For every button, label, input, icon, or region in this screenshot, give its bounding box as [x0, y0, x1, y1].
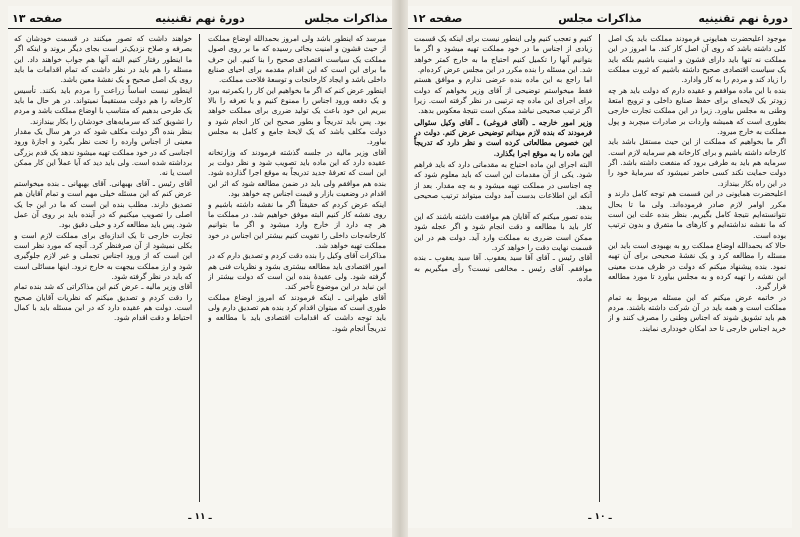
paragraph: در خاتمه عرض میکنم که این مسئله مربوط به تمام مملکت است و همه باید در آن شرکت داشته باشند. مردم هم باید تشویق شوند که اجناس وطنی را مصرف کنند و از خرید اجناس خارجی تا حد امکان خودداری نمایند.	[608, 292, 786, 333]
paragraph: حالا که بحمدالله اوضاع مملکت رو به بهبودی است باید این مسئله را مطالعه کرد و یک نقشهٔ صحیحی برای آن تهیه نمود. بنده پیشنهاد میکنم که دولت در ظرف مدت معینی این نقشه را تهیه کرده و به مجلس بیاورد تا مورد مطالعه قرار گیرد.	[608, 240, 786, 292]
paragraph: بنده با این ماده موافقم و عقیده دارم که دولت باید هر چه زودتر یک لایحه‌ای برای حفظ صنایع داخلی و ترویج امتعهٔ وطنی به مجلس بیاورد. زیرا در این مملکت تجارت خارجی بطوری است که همیشه واردات بر صادرات میچربد و پول مملکت به خارج میرود.	[608, 85, 786, 137]
page-number: ـ ۱۰ ـ	[588, 512, 612, 522]
paragraph: میرسد که اینطور باشد ولی امروز بحمدالله اوضاع مملکت از حیث قشون و امنیت بجائی رسیده که ما بر روی اصول مملکت یک سیاست اقتصادی صحیح را بنا کنیم. این حرف ما برای این است که این اقدام مقدمه برای احیای صنایع داخلی باشد و ایجاد کارخانجات و توسعهٔ فلاحت مملکت.	[208, 34, 386, 85]
paragraph: آقای رئیس ـ آقای آقا سید یعقوب. آقا سید یعقوب ـ بنده موافقم. آقای رئیس ـ مخالفی نیست؟ رأی میگیریم به ماده.	[414, 253, 592, 283]
paragraph: تجارت خارجی تا یک اندازه‌ای برای مملکت لازم است و بکلی نمیشود از آن صرفنظر کرد. آنچه که مورد نظر است این است که از ورود اجناس تجملی و غیر لازم جلوگیری شود و ارز مملکت بیجهت به خارج نرود. اینها مسائلی است که باید در نظر گرفته شود.	[14, 230, 192, 281]
right-page	[408, 6, 792, 528]
paragraph: اینطور نیست اساساً زراعت را مردم باید بکنند. تأسیس کارخانه را هم دولت مستقیماً نمیتواند. در هر حال ما باید یک طرحی بدهیم که متناسب با اوضاع مملکت باشد و مردم را تشویق کند که سرمایه‌های خودشان را بکار بیندازند.	[14, 85, 192, 126]
paragraph: اینطور عرض کنم که اگر ما بخواهیم این کار را یکمرتبه ببرد و یک دفعه ورود اجناس را ممنوع کنیم و یا تعرفه را بالا ببریم این خود باعث یک تولید ضرری برای مملکت خواهد بود. پس باید تدریجاً و بطور صحیح این کار انجام شود و دولت مکلف باشد که یک لایحهٔ جامع و کامل به مجلس بیاورد.	[208, 85, 386, 147]
left-page-left-column	[14, 34, 192, 502]
paragraph: آقای طهرانی ـ اینکه فرمودند که امروز اوضاع مملکت طوری است که میتوان اقدام کرد بنده هم تصدیق دارم ولی باید توجه داشت که اقدامات اقتصادی باید با مطالعه و تدریجاً انجام شود.	[208, 292, 386, 333]
paragraph: موجود اعلیحضرت همایونی فرمودند مملکت باید یک اصل کلی داشته باشد که روی آن اصل کار کند. ما امروز در این مملکت نه تنها باید دارای قشون و امنیت باشیم بلکه باید یک سیاست اقتصادی صحیح داشته باشیم که ثروت مملکت را زیاد کند و مردم را به کار وادارد.	[608, 34, 786, 85]
column-divider	[199, 34, 200, 502]
page-label: صفحه ۱۳	[12, 12, 63, 25]
right-page-header	[408, 10, 792, 29]
journal-title: مذاکرات مجلس	[304, 12, 388, 25]
paragraph: کنیم و تعجب کنیم ولی اینطور نیست برای اینکه یک قسمت زیادی از اجناس ما در خود مملکت تهیه میشود و اگر ما بتوانیم آنها را تکمیل کنیم احتیاج ما به خارج کمتر خواهد شد. این مسئله را بنده مکرر در این مجلس عرض کرده‌ام.	[414, 34, 592, 75]
paragraph: اما راجع به این ماده بنده عرضی ندارم و موافق هستم فقط میخواستم توضیحی از آقای وزیر بخواهم که دولت برای اجرای این ماده چه ترتیبی در نظر گرفته است. زیرا اگر ترتیب صحیحی نباشد ممکن است نتیجهٔ معکوس بدهد.	[414, 75, 592, 116]
paragraph: اینکه عرض کردم که حقیقتاً اگر ما نقشه داشته باشیم و روی نقشه کار کنیم البته موفق خواهیم شد. در مملکت ما هر چه دارد از خارج وارد میشود و اگر ما بتوانیم کارخانه‌جات داخلی را تقویت کنیم بیشتر این اجناس در خود مملکت تهیه خواهد شد.	[208, 199, 386, 250]
page-number: ـ ۱۱ ـ	[188, 512, 212, 522]
paragraph: بنظر بنده اگر دولت مکلف شود که در هر سال یک مقدار معینی از اجناس وارده را تحت نظر بگیرد و اجازهٔ ورود اجناسی که در خود مملکت تهیه میشود ندهد یک قدم بزرگی برداشته شده است. ولی باید دید که آیا عملاً این کار ممکن است یا نه.	[14, 127, 192, 178]
column-divider	[599, 34, 600, 502]
paragraph: خواهند داشت که تصور میکنند در قسمت خودشان که بصرفه و صلاح نزدیک‌تر است بجای دیگر بروند و اینکه اگر ما اینطور رفتار کنیم البته آنها هم جواب خواهند داد. این مسئله را هم باید در نظر داشت که تمام اقدامات ما باید روی یک اصل صحیح و یک نقشهٔ معین باشد.	[14, 34, 192, 85]
paragraph: اگر ما بخواهیم که مملکت از این حیث مستقل باشد باید کارخانه داشته باشیم و برای کارخانه هم سرمایه لازم است. سرمایه هم باید به طرفی برود که منفعت داشته باشد. اگر دولت حمایت نکند کسی حاضر نمیشود که سرمایهٔ خود را در این راه بکار بیندازد.	[608, 137, 786, 188]
paragraph: البته اجرای این ماده احتیاج به مقدماتی دارد که باید فراهم شود. یکی از آن مقدمات این است که باید معلوم شود که چه اجناسی در مملکت تهیه میشود و به چه مقدار. بعد از آنکه این اطلاعات بدست آمد دولت میتواند ترتیب صحیحی بدهد.	[414, 160, 592, 211]
paragraph: اعلیحضرت همایونی در این قسمت هم توجه کامل دارند و مکرر اوامر لازم صادر فرموده‌اند. ولی ما تا بحال نتوانسته‌ایم نتیجهٔ کامل بگیریم. بنظر بنده علت این است که ما نقشه نداشته‌ایم و کارهای ما متفرق و بدون ترتیب بوده است.	[608, 189, 786, 240]
left-page-right-column	[208, 34, 386, 502]
speaker-heading: وزیر امور خارجه ـ (آقای فروغی) ـ آقای وکیل سئوالی فرمودند که بنده لازم میدانم توضیحی عرض کنم. دولت در این خصوص مطالعاتی کرده است و نظر دارد که تدریجاً این ماده را به موقع اجرا بگذارد.	[414, 117, 592, 158]
paragraph: مذاکرات آقای وکیل را بنده دقت کردم و تصدیق دارم که در امور اقتصادی باید مطالعه بیشتری بشود و نظریات فنی هم گرفته شود. ولی عقیدهٔ بنده این است که دولت بیشتر از این نباید در این موضوع تأخیر کند.	[208, 251, 386, 292]
left-page-header	[8, 10, 392, 29]
paragraph: آقای رئیس ـ آقای بهبهانی. آقای بهبهانی ـ بنده میخواستم عرض کنم که این مسئله خیلی مهم است و تمام آقایان هم تصدیق دارند. مطلب بنده این است که ما در این جا یک اصلی را تصویب میکنیم که در آینده باید بر روی آن عمل شود. پس باید مطالعه کرد و خیلی دقیق بود.	[14, 178, 192, 230]
page-label: صفحه ۱۲	[412, 12, 463, 25]
paragraph: بنده تصور میکنم که آقایان هم موافقت داشته باشند که این کار باید با مطالعه و دقت انجام شود و اگر عجله شود ممکن است ضرری به مملکت وارد آید. دولت هم در این قسمت نهایت دقت را خواهد کرد.	[414, 211, 592, 252]
book-gutter	[392, 0, 408, 537]
paragraph: آقای وزیر مالیه ـ عرض کنم این مذاکراتی که شد بنده تمام را دقت کردم و تصدیق میکنم که نظریات آقایان صحیح است. دولت هم عقیده دارد که در این مسئله باید با کمال احتیاط و دقت اقدام شود.	[14, 282, 192, 323]
left-page	[8, 6, 392, 528]
session-title: دورهٔ نهم تقنینیه	[155, 12, 245, 25]
session-title: دورهٔ نهم تقنینیه	[698, 12, 788, 25]
right-page-left-column	[414, 34, 592, 502]
right-page-right-column	[608, 34, 786, 502]
journal-title: مذاکرات مجلس	[558, 12, 642, 25]
paragraph: آقای وزیر مالیه در جلسه گذشته فرمودند که وزارتخانه عقیده دارد که این ماده باید تصویب شود و نظر دولت بر این است که تعرفهٔ جدید تدریجاً به موقع اجرا گذارده شود. بنده هم موافقم ولی باید در ضمن مطالعه شود که اثر این اقدام در وضعیت بازار و قیمت اجناس چه خواهد بود.	[208, 147, 386, 199]
